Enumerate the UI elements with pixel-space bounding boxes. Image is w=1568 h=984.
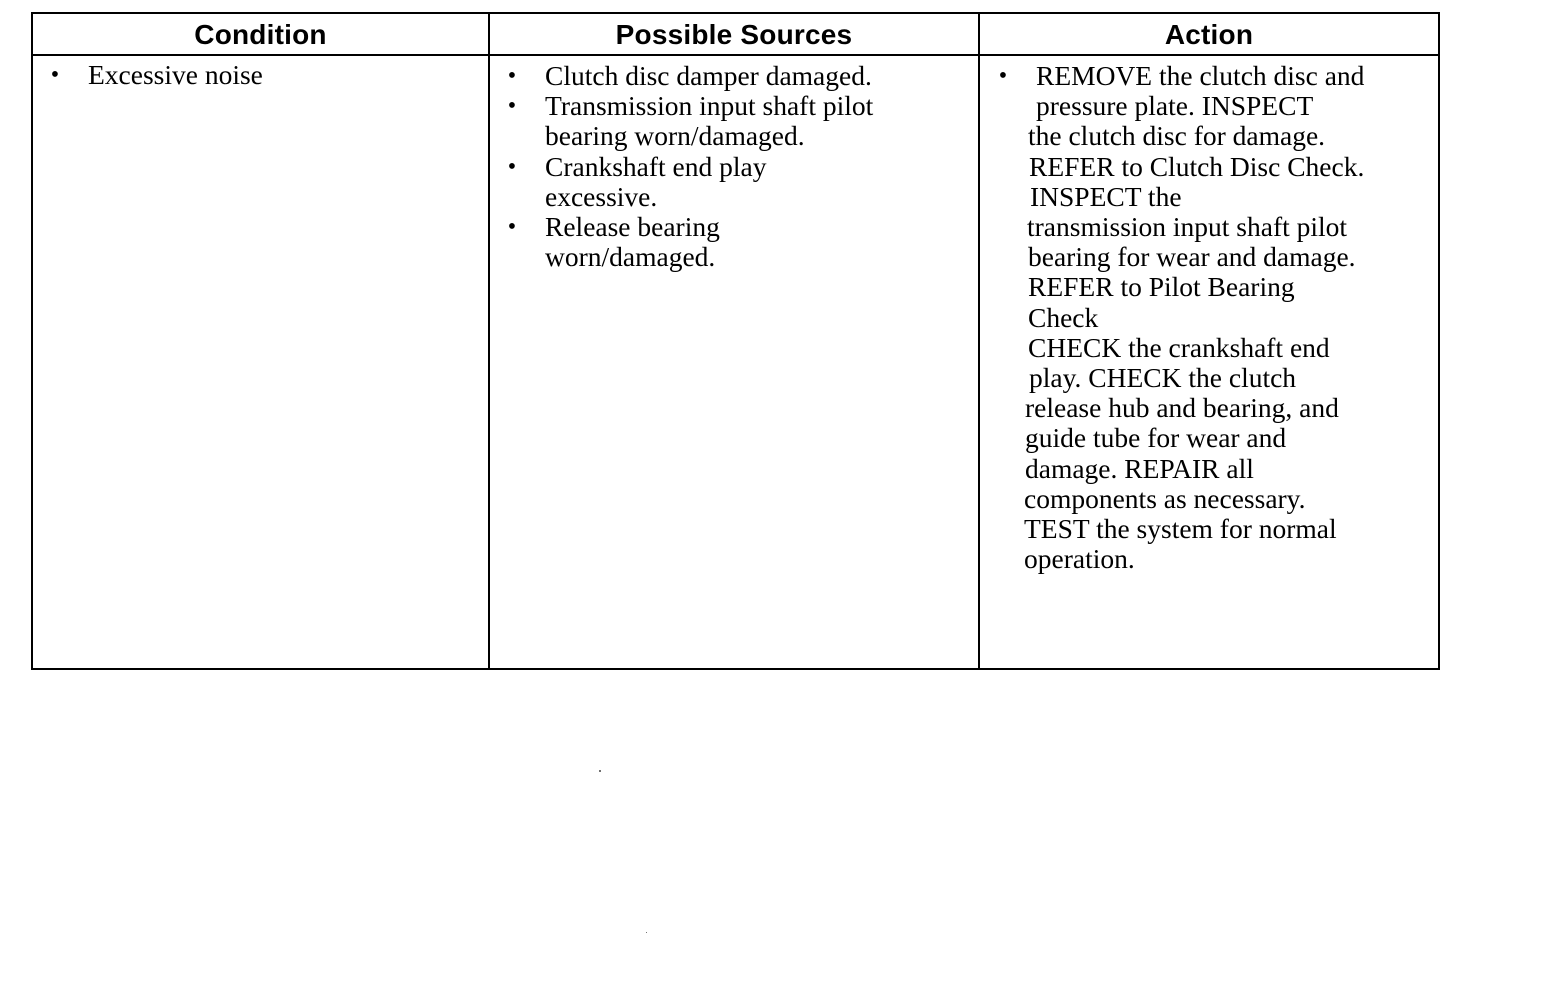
sources-cell — [502, 61, 942, 272]
bullet-icon: • — [507, 93, 517, 120]
action-line: transmission input shaft pilot — [1027, 211, 1348, 243]
action-line: INSPECT the — [1030, 180, 1182, 212]
action-line: bearing for wear and damage. — [1028, 241, 1356, 273]
action-line: operation. — [1024, 543, 1135, 575]
action-line: play. CHECK the clutch — [1029, 362, 1297, 394]
action-cell — [993, 61, 1433, 574]
source-item — [502, 152, 942, 212]
source-item-text: Release bearing worn/damaged. — [545, 211, 720, 273]
bullet-icon: • — [507, 214, 517, 241]
bullet-icon: • — [50, 62, 60, 88]
action-line: release hub and bearing, and — [1025, 392, 1339, 424]
header-possible-sources: Possible Sources — [615, 19, 853, 50]
column-divider-1 — [488, 14, 490, 668]
action-text — [993, 61, 1433, 574]
action-line: the clutch disc for damage. — [1028, 120, 1326, 152]
condition-item-text: Excessive noise — [88, 59, 263, 90]
sources-list — [502, 61, 942, 272]
bullet-icon: • — [507, 63, 517, 89]
action-line: pressure plate. INSPECT — [1036, 90, 1314, 122]
action-line: REFER to Clutch Disc Check. — [1029, 150, 1365, 182]
action-line: CHECK the crankshaft end — [1028, 331, 1330, 363]
action-line: TEST the system for normal — [1024, 513, 1337, 545]
source-item-text: Crankshaft end play excessive. — [545, 150, 767, 212]
condition-cell — [45, 60, 485, 90]
action-line: REFER to Pilot Bearing — [1028, 271, 1295, 303]
action-line: components as necessary. — [1024, 482, 1306, 514]
source-item-text: Transmission input shaft pilot bearing worn/damaged. — [545, 90, 874, 152]
condition-item — [45, 60, 485, 90]
action-line: damage. REPAIR all — [1025, 452, 1254, 484]
action-line: REMOVE the clutch disc and — [1036, 60, 1365, 91]
bullet-icon: • — [507, 153, 517, 180]
action-line: guide tube for wear and — [1025, 422, 1287, 454]
action-line: Check — [1028, 301, 1099, 333]
troubleshooting-table — [31, 12, 1440, 670]
source-item — [502, 61, 942, 91]
header-action: Action — [1164, 19, 1254, 50]
source-item-text: Clutch disc damper damaged. — [545, 60, 872, 91]
scan-speck — [599, 770, 601, 772]
header-condition: Condition — [194, 19, 327, 50]
column-divider-2 — [978, 14, 980, 668]
condition-list — [45, 60, 485, 90]
header-divider — [33, 54, 1438, 56]
scan-speck — [646, 932, 647, 933]
source-item — [502, 91, 942, 151]
source-item — [502, 212, 942, 272]
bullet-icon: • — [998, 63, 1008, 89]
